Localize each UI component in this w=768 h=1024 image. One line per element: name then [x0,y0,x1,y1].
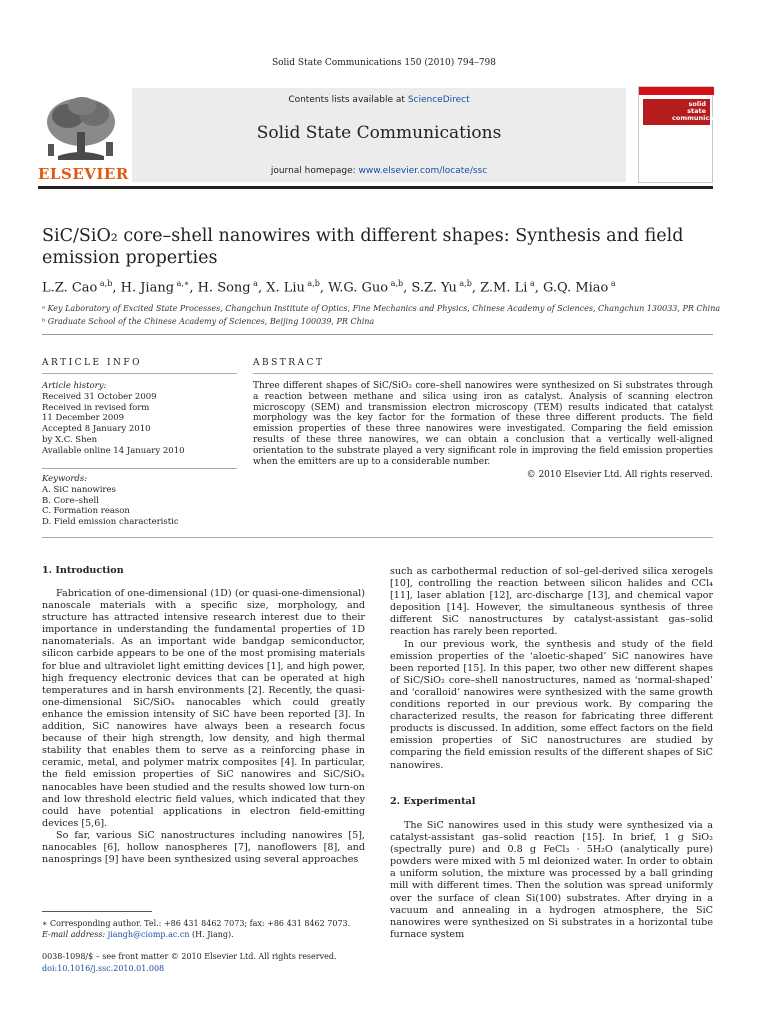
abstract-bottom-rule [42,537,713,538]
article-info-heading: ARTICLE INFO [42,358,143,368]
author-list: L.Z. Cao $^{a,b}$, H. Jiang $^{a,∗}$, H. Song $^a$, X. Liu $^{a,b}$, W.G. Guo $^{a,b}$, S.Z. Yu $^{a,b}$, Z.M. Li $^a$, G.Q. Miao $^a$ [42,279,616,296]
keywords-rule [42,468,237,469]
journal-citation: Solid State Communications 150 (2010) 794–798 [271,58,497,68]
author-name: X. Liu [266,280,305,296]
author-name: H. Jiang [120,280,175,296]
footnote-rule [42,911,152,912]
header-rule [38,186,713,189]
keywords-block [42,474,242,528]
author-name: W.G. Guo [328,280,389,296]
abstract-heading: ABSTRACT [253,358,325,368]
article-info-rule [42,373,237,374]
history-line: Available online 14 January 2010 [42,445,185,456]
keyword-item: C. Formation reason [42,506,130,517]
contents-available-line: Contents lists available at ScienceDirect [288,95,470,105]
history-line: Received in revised form [42,402,150,413]
author-affiliation-marker: a [608,279,616,288]
history-line: by X.C. Shen [42,434,98,445]
history-line: Received 31 October 2009 [42,391,157,402]
author-affiliation-marker: a,b [456,279,472,288]
footnote-line: ∗ Corresponding author. Tel.: +86 431 8462 7073; fax: +86 431 8462 7073. [42,919,351,928]
author-name: H. Song [197,280,251,296]
history-line: 11 December 2009 [42,413,125,424]
article-history [42,381,242,457]
affiliation-a: ᵃ Key Laboratory of Excited State Processes, Changchun Institute of Optics, Fine Mechanics and Physics, Chinese Academy of Sciences, Changchun 130033, PR China [42,304,721,313]
front-matter-block [42,951,382,974]
history-label: Article history: [42,381,107,391]
intro-paragraph-2: So far, various SiC nanostructures including nanowires [5], nanocables [6], hollow nanospheres [7], nanoflowers [8], and nanosprings [9] have been synthesized using several approaches [42,829,365,866]
footnote-email-line: E-mail address: jiangh@ciomp.ac.cn (H. Jiang). [42,930,234,939]
intro-paragraph-1: Fabrication of one-dimensional (1D) (or quasi-one-dimensional) nanoscale materials with a specific size, morphology, and structure has attracted intensive research interest due to their importance in understanding the fundamental properties of 1D nanomaterials. As an important wide bandgap semiconductor, silicon carbide appears to be one of the most promising materials for blue and ultraviolet light emitting devices [1], and high power, high frequency electronic devices that can be operated at high temperatures and in harsh environments [2]. Recently, the quasi-one-dimensional SiC/SiOₓ nanocables which could greatly enhance the emission intensity of SiC have been reported [3]. In addition, SiC nanowires have always been a research focus because of their high strength, low density, and high thermal stability that enables them to serve as a reinforcing phase in ceramic, metal, and polymer matrix composites [4]. In particular, the field emission properties of SiC nanowires and SiC/SiOₓ nanocables have been studied and the results showed low turn-on and low threshold electric field values, which indicated that they could have potential applications in electron field-emitting devices [5,6]. [42,588,365,829]
abstract-text: Three different shapes of SiC/SiO₂ core–shell nanowires were synthesized on Si substrates through a reaction between methane and silica using iron as catalyst. Analysis of scanning electron microscopy (SEM) and transmission electron microscopy (TEM) results indicated that catalyst morphology was the key factor for the formation of these three different products. The field emission properties of these three nanowires were investigated. Comparing the field emission results of these three nanowires, we can obtain a conclusion that a vertically well-aligned orientation to the substrate played a very significant role in improving the field emission properties when the emitters are up to a considerable number. [253,381,713,467]
author-email-link[interactable]: jiangh@ciomp.ac.cn [107,930,190,939]
elsevier-wordmark: ELSEVIER [38,165,129,183]
author-affiliation-marker: a,∗ [174,279,190,288]
intro-paragraph-continued: such as carbothermal reduction of sol–gel-derived silica xerogels [10], controlling the reaction between silicon halides and CCl₄ [11], laser ablation [12], arc-discharge [13], and chemical vapor deposition [14]. However, the simultaneous synthesis of three different SiC nanostructures by catalyst-assistant gas–solid reaction has rarely been reported. [390,566,713,638]
author-affiliation-marker: a,b [97,279,113,288]
cover-title: solid state communications [672,100,732,122]
intro-paragraph-3: In our previous work, the synthesis and study of the field emission properties of the ‘aloetic-shaped’ SiC nanowires have been reported [15]. In this paper, two other new different shapes of SiC/SiO₂ core–shell nanostructures, named as ‘normal-shaped’ and ‘coralloid’ nanowires were synthesized with the same growth conditions reported in our previous work. By comparing the characterized results, the reason for fabricating three different products is discussed. In addition, some effect factors on the field emission properties of SiC nanostructures are studied by comparing the field emission results of the different shapes of SiC nanowires. [390,638,713,771]
journal-homepage-link[interactable]: www.elsevier.com/locate/ssc [358,166,488,176]
abstract-copyright: © 2010 Elsevier Ltd. All rights reserved. [526,470,713,480]
paper-title: SiC/SiO₂ core–shell nanowires with different shapes: Synthesis and field emission properties [42,226,684,268]
keyword-item: A. SiC nanowires [42,484,116,495]
corresponding-author-footnote [42,918,382,940]
affiliation-b: ᵇ Graduate School of the Chinese Academy of Sciences, Beijing 100039, PR China [42,317,375,326]
journal-title: Solid State Communications [256,123,502,143]
author-affiliation-marker: a,b [388,279,404,288]
keywords-label: Keywords: [42,474,88,484]
doi-link[interactable]: doi:10.1016/j.ssc.2010.01.008 [42,963,165,973]
author-affiliation-marker: a [527,279,535,288]
author-name: L.Z. Cao [42,280,98,296]
experimental-heading: 2. Experimental [390,796,476,807]
abstract-rule [253,373,713,374]
experimental-paragraph-1: The SiC nanowires used in this study were synthesized via a catalyst-assistant gas–solid reaction [15]. In brief, 1 g SiO₂ (spectrally pure) and 0.8 g FeCl₃ · 5H₂O (analytically pure) powders were mixed with 5 ml deionized water. In order to obtain a uniform solution, the mixture was processed by a ball grinding mill with different times. Then the solution was spread uniformly over the surface of clean Si(100) substrates. After drying in a vacuum and annealing in a hydrogen atmosphere, the SiC nanowires were synthesized on Si substrates in a horizontal tube furnace system [390,820,713,940]
journal-cover-thumbnail [638,86,732,183]
experimental-column [390,820,713,941]
author-affiliation-marker: a [250,279,258,288]
author-name: S.Z. Yu [411,280,457,296]
journal-homepage-line: journal homepage: www.elsevier.com/locate/ssc [270,166,488,176]
history-line: Accepted 8 January 2010 [42,424,151,435]
right-column [390,566,713,772]
keyword-item: D. Field emission characteristic [42,517,179,528]
author-name: G.Q. Miao [543,280,609,296]
author-name: Z.M. Li [480,280,528,296]
keyword-item: B. Core–shell [42,495,99,506]
introduction-heading: 1. Introduction [42,565,124,576]
left-column [42,588,365,866]
author-affiliation-marker: a,b [304,279,320,288]
sciencedirect-link[interactable]: ScienceDirect [407,95,470,105]
cover-top-bar [639,87,714,95]
front-matter-line: 0038-1098/$ – see front matter © 2010 Elsevier Ltd. All rights reserved. [42,952,337,961]
affiliation-rule [42,334,713,335]
